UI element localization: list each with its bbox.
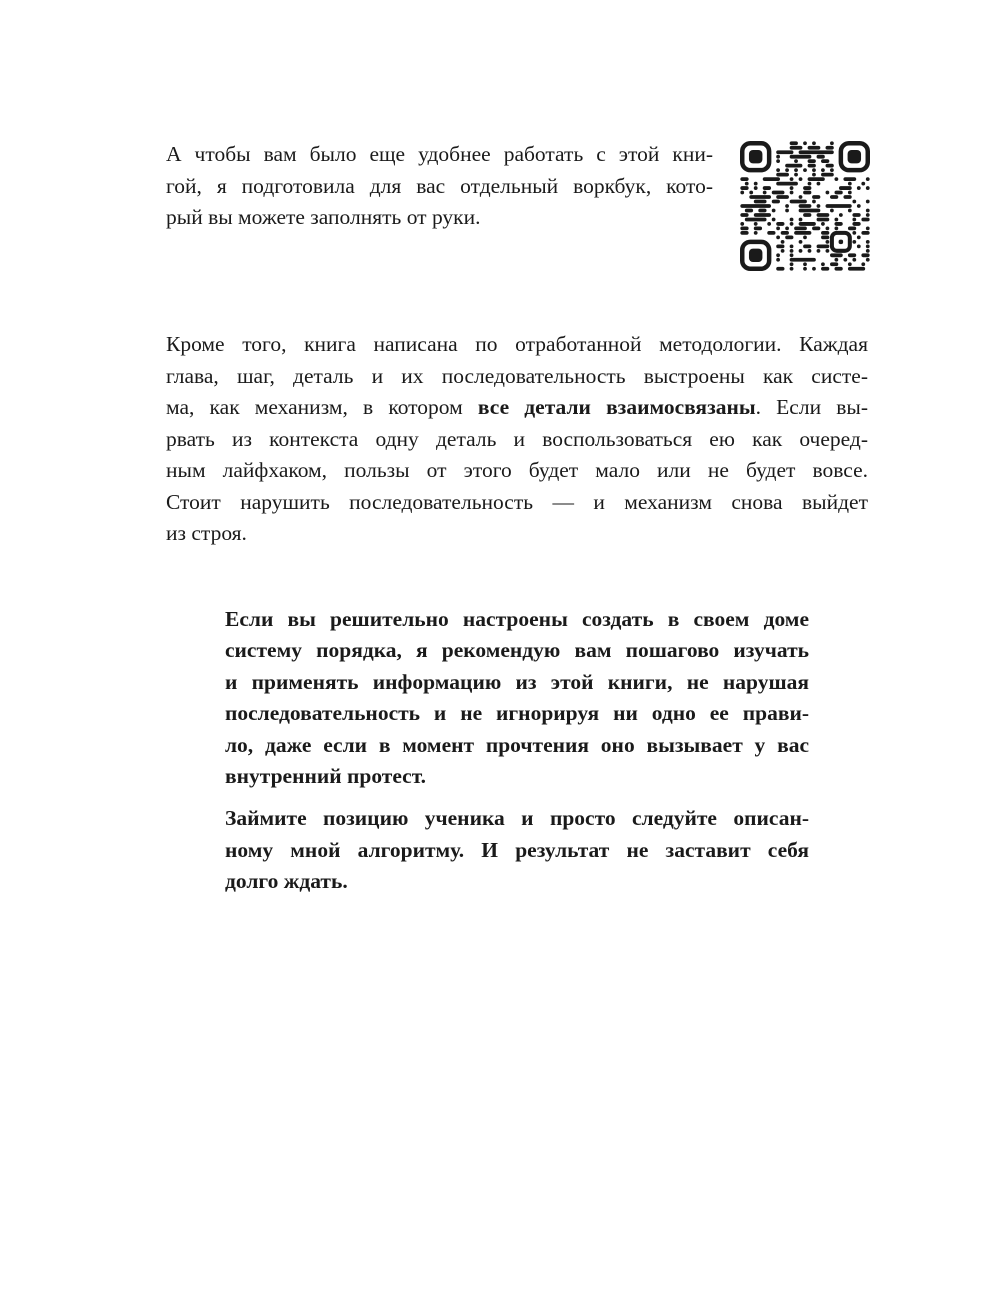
body-line-7: из строя. xyxy=(166,521,247,545)
body-line-6: Стоит нарушить последовательность — и механизм снова выйдет xyxy=(166,490,868,514)
callout-line: внутренний протест. xyxy=(225,764,427,788)
callout-line: долго ждать. xyxy=(225,869,348,893)
callout-line: и применять информацию из этой книги, не нарушая xyxy=(225,670,809,694)
emphasis-text: все детали взаимосвязаны xyxy=(477,395,756,419)
callout-line: Займите позицию ученика и просто следуйте описан- xyxy=(225,806,809,830)
intro-line-2: гой, я подготовила для вас отдельный воркбук, кото- xyxy=(166,174,713,198)
intro-line-3: рый вы можете заполнять от руки. xyxy=(166,205,481,229)
body-line-3-start: ма, как механизм, в котором xyxy=(166,395,463,419)
body-line-3-end: . Если вы- xyxy=(755,395,869,419)
callout-line: ло, даже если в момент прочтения оно вызывает у вас xyxy=(225,733,809,757)
qr-code-icon xyxy=(740,141,870,271)
body-line-4: рвать из контекста одну деталь и воспользоваться ею как очеред- xyxy=(166,427,868,451)
body-line-2: глава, шаг, деталь и их последовательность выстроены как систе- xyxy=(166,364,868,388)
callout-line: систему порядка, я рекомендую вам пошагово изучать xyxy=(225,638,809,662)
intro-line-1: А чтобы вам было еще удобнее работать с этой кни- xyxy=(166,142,713,166)
callout-line: последовательность и не игнорируя ни одно ее прави- xyxy=(225,701,809,725)
body-line-3 xyxy=(166,397,868,419)
body-line-1: Кроме того, книга написана по отработанной методологии. Каждая xyxy=(166,332,868,356)
body-line-5: ным лайфхаком, пользы от этого будет мало или не будет вовсе. xyxy=(166,458,868,482)
callout-line: ному мной алгоритму. И результат не заставит себя xyxy=(225,838,809,862)
callout-line: Если вы решительно настроены создать в своем доме xyxy=(225,607,809,631)
